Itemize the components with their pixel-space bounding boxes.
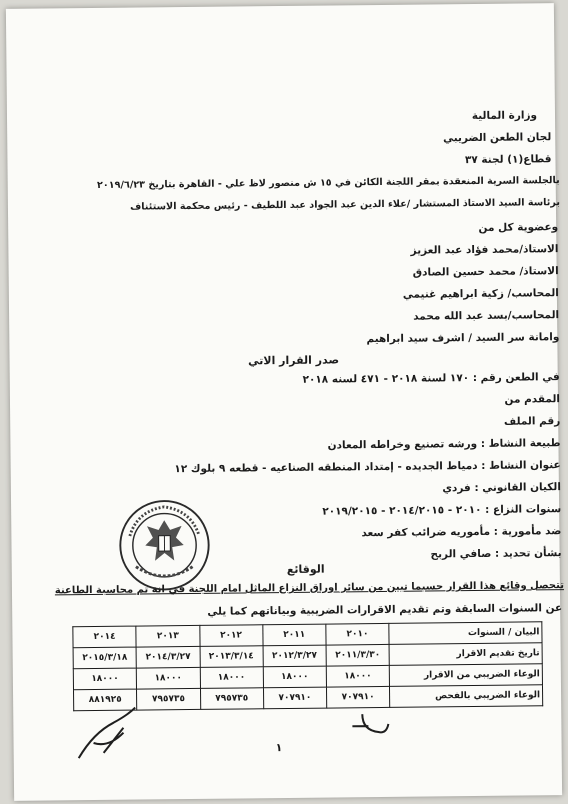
table-cell: ٨٨١٩٢٥ — [74, 689, 137, 711]
page-number: ١ — [275, 741, 283, 755]
table-cell: ٢٠١٣/٣/١٤ — [200, 646, 263, 668]
table-cell: ٧٠٧٩١٠ — [263, 687, 326, 709]
table-cell: ٢٠١٢/٣/٢٧ — [263, 645, 326, 667]
chairman-line: برئاسة السيد الاستاذ المستشار /علاء الدين عبد الجواد عبد اللطيف - رئيس محكمة الاستئناف — [130, 197, 560, 213]
activity-type: طبيعة النشاط : ورشه تصنيع وخراطه المعادن — [327, 437, 561, 452]
file-number: رقم الملف — [503, 415, 561, 428]
member-2: الاستاذ/ محمد حسين الصادق — [412, 265, 559, 279]
document-page — [6, 3, 562, 801]
sector-line: قطاع(١) لجنة ٣٧ — [464, 153, 552, 167]
table-header-year: ٢٠١٢ — [199, 625, 262, 647]
activity-address: عنوان النشاط : دمياط الجديده - إمتداد المنطقه الصناعيه - قطعه ٩ بلوك ١٢ — [174, 459, 561, 476]
facts-text-1: تتحصل وقائع هذا القرار حسبما تبين من سائر اوراق النزاع الماثل امام اللجنة في انة تم محاسبة الطاعنة — [54, 580, 564, 597]
table-cell: ١٨٠٠٠ — [200, 667, 263, 689]
members-intro: وعضوية كل من — [478, 221, 559, 234]
facts-text-2: عن السنوات السابقة وتم تقديم الاقرارات الضريبية وبياناتهم كما يلي — [207, 602, 563, 618]
dispute-years: سنوات النزاع : ٢٠١٠ - ٢٠١٤/٢٠١٥ - ٢٠١٩/٢٠١٥ — [322, 503, 562, 518]
legal-entity: الكيان القانوني : فردي — [442, 481, 561, 495]
initials-mark — [348, 710, 390, 738]
eagle-seal-icon — [116, 497, 213, 594]
member-4: المحاسب/بسد عبد الله محمد — [413, 309, 560, 323]
seal-stamp — [116, 497, 213, 594]
ministry-name: وزارة المالية — [471, 109, 538, 123]
table-header-year: ٢٠١٤ — [73, 626, 136, 648]
table-header-year: ٢٠١١ — [263, 624, 326, 646]
tax-office: ضد مأمورية : مأموريه ضرائب كفر سعد — [361, 525, 562, 540]
table-cell: ٢٠١١/٣/٣٠ — [326, 644, 389, 666]
table-cell: ١٨٠٠٠ — [263, 666, 326, 688]
table-cell: ١٨٠٠٠ — [73, 668, 136, 690]
signature-mark — [73, 702, 144, 763]
table-header-year: ٢٠١٠ — [326, 623, 389, 645]
table-cell: ١٨٠٠٠ — [137, 667, 200, 689]
table-cell: ٢٠١٤/٣/٢٧ — [136, 646, 199, 668]
facts-heading: الوقائع — [286, 562, 325, 576]
table-row — [74, 685, 543, 711]
table-cell: ٢٠١٥/٣/١٨ — [73, 647, 136, 669]
table-cell: ٧٩٥٧٣٥ — [200, 688, 263, 710]
submitted-by: المقدم من — [504, 393, 561, 406]
tax-data-table — [72, 621, 543, 711]
committees-name: لجان الطعن الضريبي — [443, 131, 552, 145]
appeal-number: في الطعن رقم : ١٧٠ لسنة ٢٠١٨ - ٤٧١ لسنه ٢٠١٨ — [302, 371, 560, 386]
table-header-label: البيان / السنوات — [389, 622, 542, 645]
member-3: المحاسب/ زكية ابراهيم غنيمي — [402, 287, 559, 301]
member-1: الاستاذ/محمد فؤاد عبد العزيز — [410, 243, 559, 257]
row-label: الوعاء الضريبي من الاقرار — [389, 664, 542, 687]
table-cell: ٧٠٧٩١٠ — [326, 686, 389, 708]
table-cell: ٧٩٥٧٣٥ — [137, 688, 200, 710]
secretary-line: وامانة سر السيد / اشرف سيد ابراهيم — [366, 331, 560, 346]
row-label: تاريخ تقديم الاقرار — [389, 643, 542, 666]
decision-heading: صدر القرار الاتي — [248, 353, 340, 368]
row-label: الوعاء الضريبي بالفحص — [390, 685, 543, 708]
session-line: بالجلسة السرية المنعقدة بمقر اللجنة الكائن في ١٥ ش منصور لاظ علي - القاهرة بتاريخ ٢٠١٩/٦/٢٣ — [96, 175, 560, 191]
table-header-year: ٢٠١٣ — [136, 625, 199, 647]
table-cell: ١٨٠٠٠ — [326, 665, 389, 687]
regarding: بشأن تحديد : صافي الربح — [430, 547, 562, 561]
